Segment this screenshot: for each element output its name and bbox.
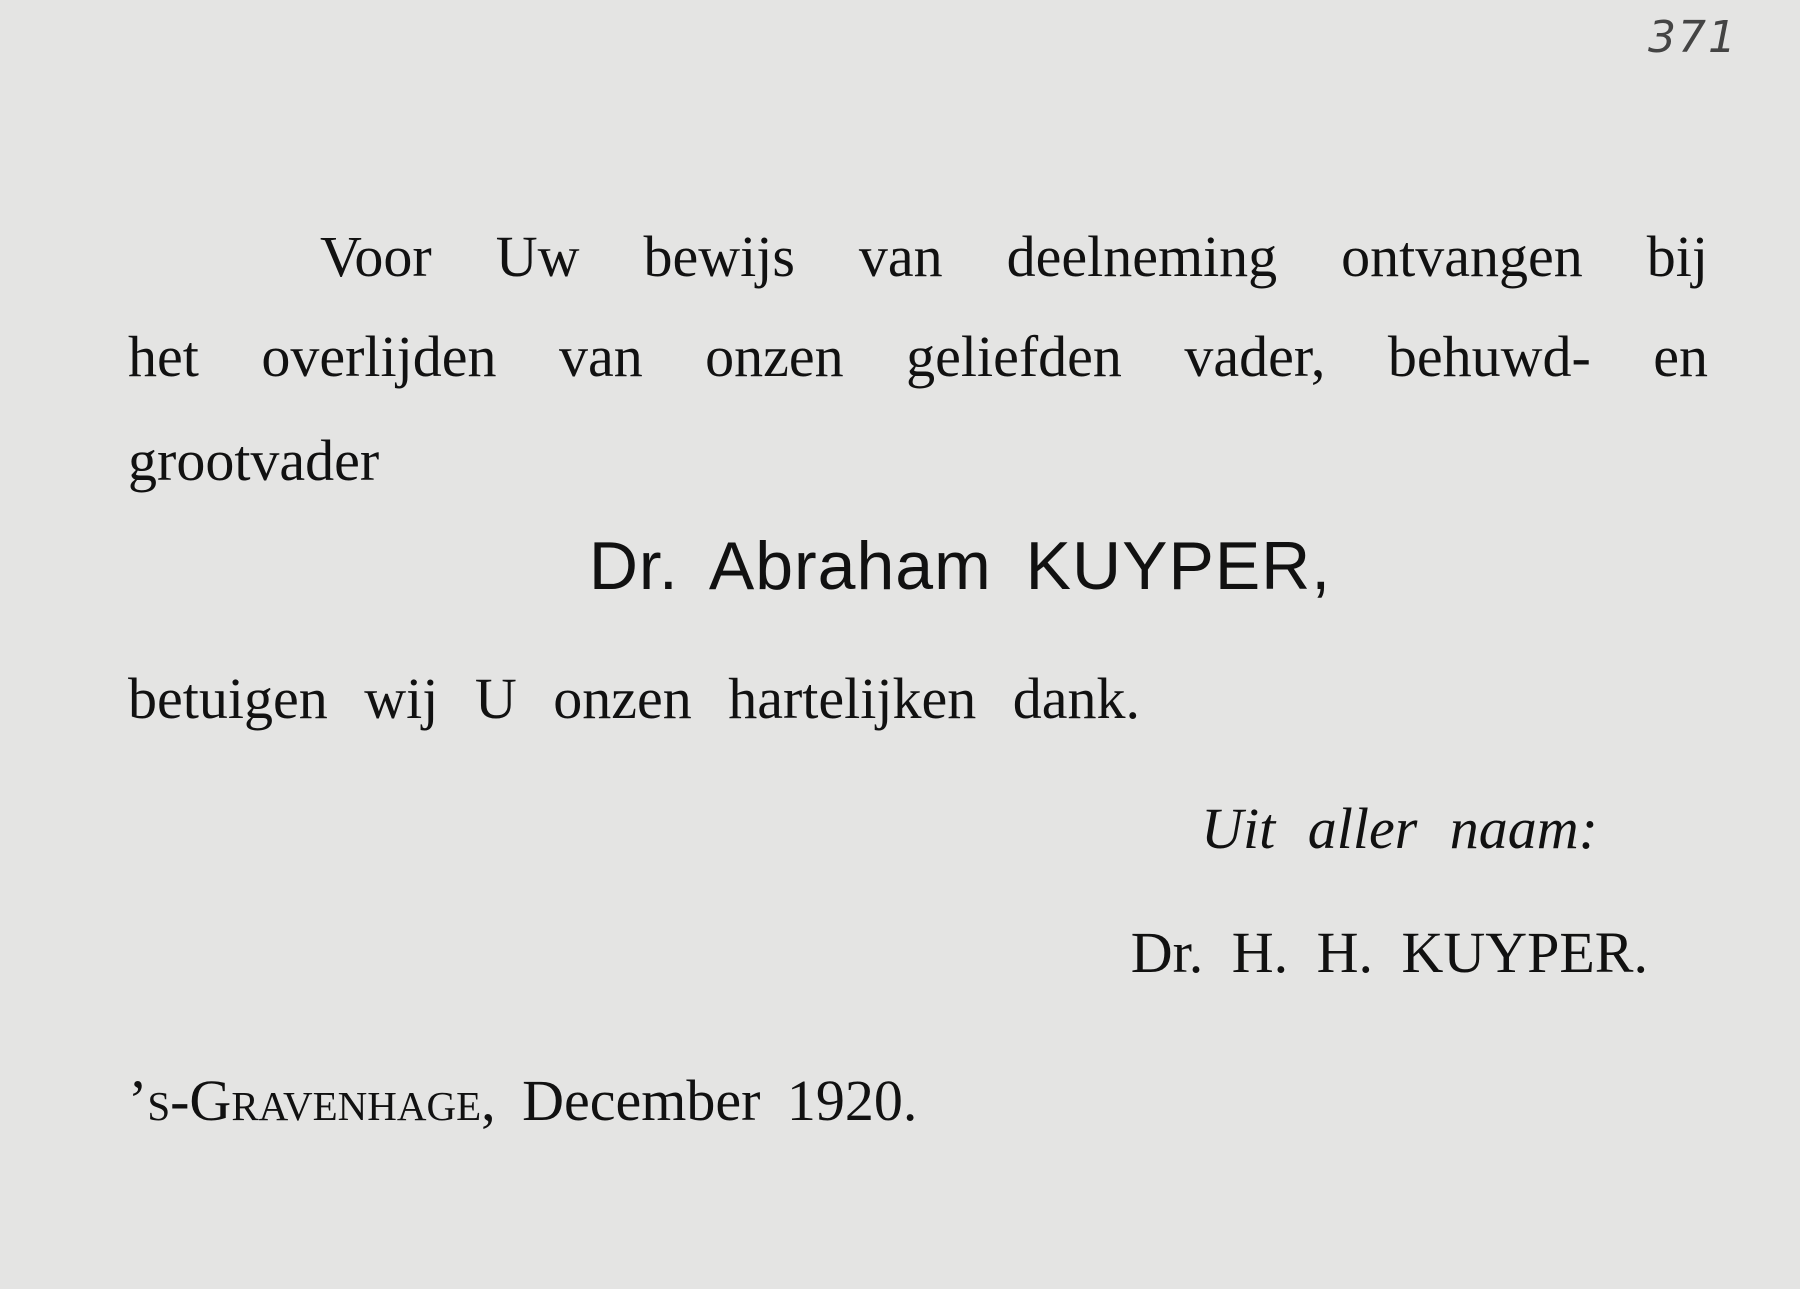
body-line-3: grootvader xyxy=(128,428,380,493)
body-line-1: Voor Uw bewijs van deelneming ontvangen bij xyxy=(320,224,1708,289)
body-line-4: betuigen wij U onzen hartelijken dank. xyxy=(128,666,1140,731)
place: ’s-Gravenhage, xyxy=(128,1068,496,1133)
place-and-date xyxy=(128,1068,918,1133)
signatory-name: Dr. H. H. KUYPER. xyxy=(1130,920,1648,985)
body-line-2: het overlijden van onzen geliefden vader, behuwd- en xyxy=(128,324,1708,389)
closing-phrase: Uit aller naam: xyxy=(1201,796,1598,861)
page-number: 371 xyxy=(1648,12,1738,63)
date: December 1920. xyxy=(522,1068,918,1133)
deceased-name: Dr. Abraham KUYPER, xyxy=(588,528,1332,604)
